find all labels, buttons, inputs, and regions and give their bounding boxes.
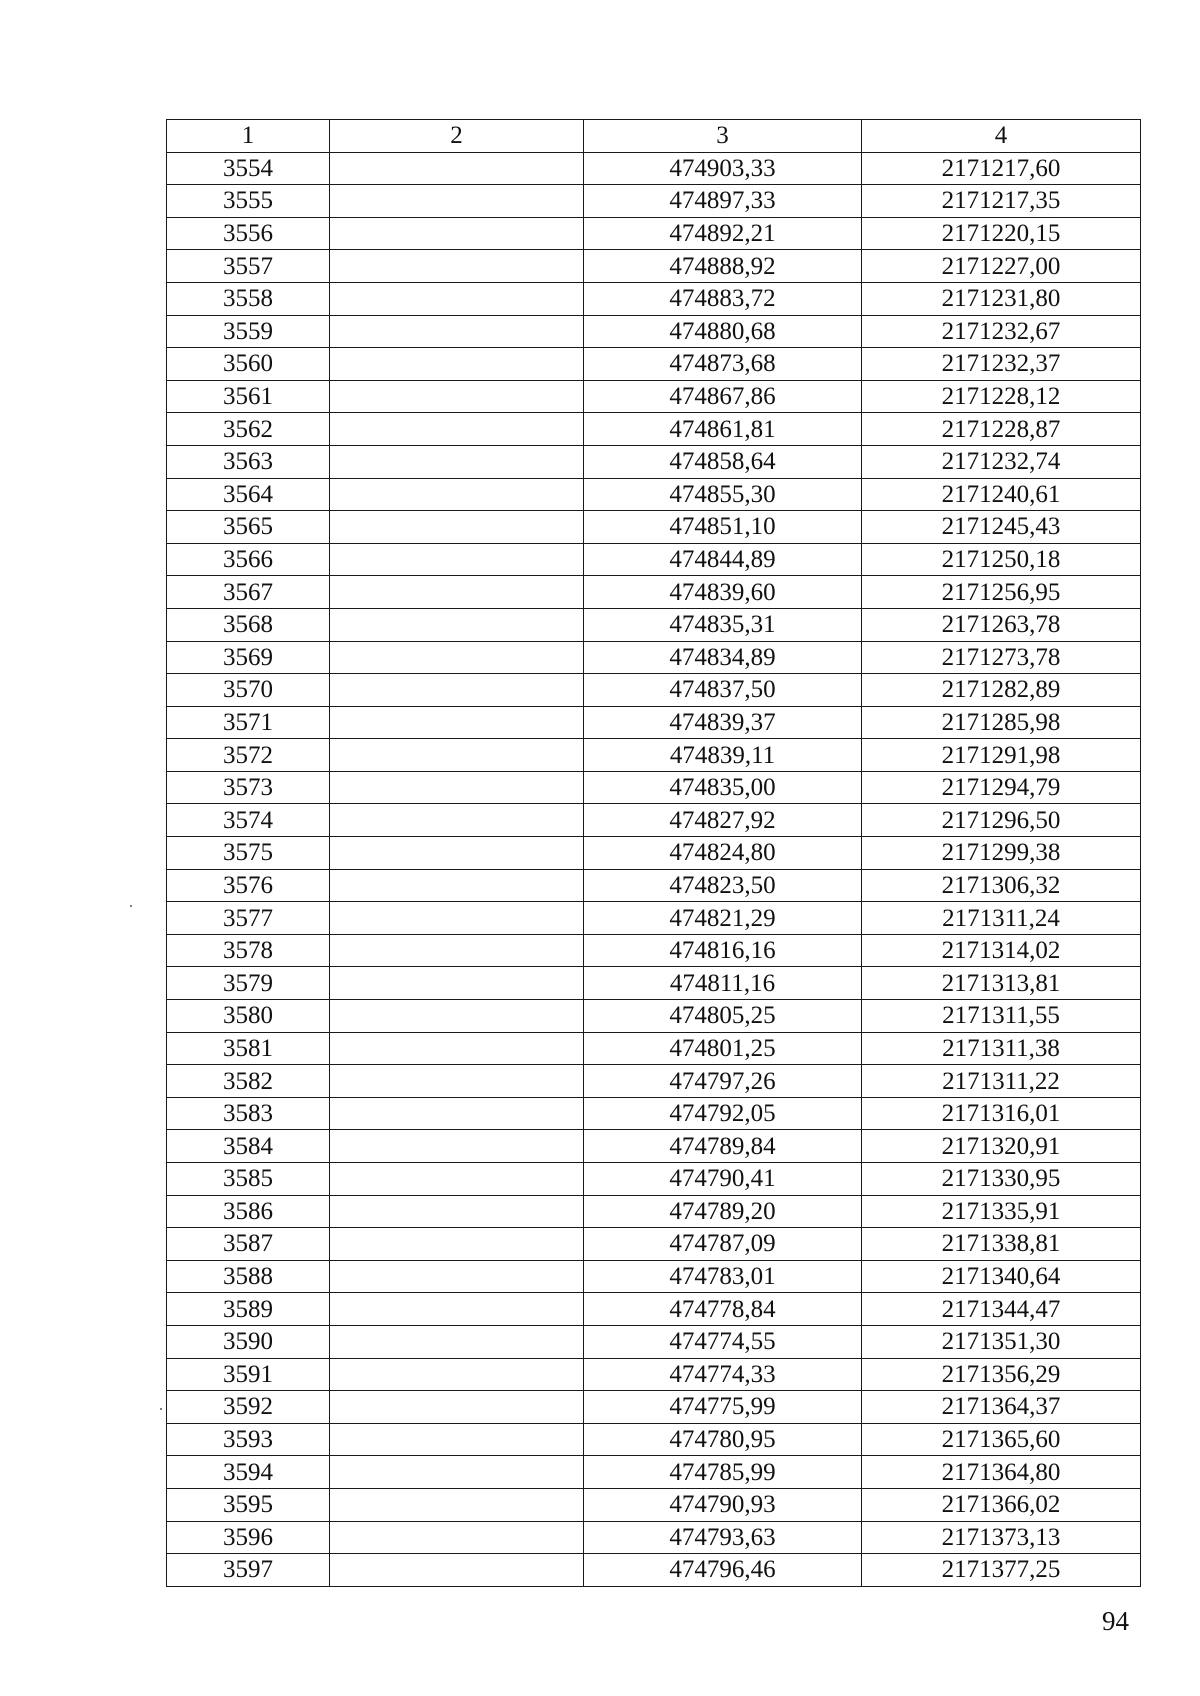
table-row (167, 315, 1141, 348)
description-cell (330, 804, 584, 837)
description-cell (330, 674, 584, 707)
table-row (167, 934, 1141, 967)
point-number-cell: 3586 (167, 1195, 330, 1228)
x-coordinate-cell: 474811,16 (584, 967, 862, 1000)
header-cell-3: 3 (584, 120, 862, 153)
x-coordinate-cell: 474858,64 (584, 445, 862, 478)
coordinates-table (166, 119, 1141, 1587)
x-coordinate-cell: 474789,84 (584, 1130, 862, 1163)
y-coordinate-cell: 2171273,78 (862, 641, 1141, 674)
y-coordinate-cell: 2171311,55 (862, 1000, 1141, 1033)
description-cell (330, 739, 584, 772)
x-coordinate-cell: 474867,86 (584, 380, 862, 413)
header-cell-1: 1 (167, 120, 330, 153)
point-number-cell: 3592 (167, 1391, 330, 1424)
table-row (167, 608, 1141, 641)
x-coordinate-cell: 474851,10 (584, 511, 862, 544)
x-coordinate-cell: 474888,92 (584, 250, 862, 283)
y-coordinate-cell: 2171256,95 (862, 576, 1141, 609)
description-cell (330, 1293, 584, 1326)
x-coordinate-cell: 474792,05 (584, 1097, 862, 1130)
table-row (167, 1325, 1141, 1358)
table-row (167, 967, 1141, 1000)
description-cell (330, 478, 584, 511)
x-coordinate-cell: 474785,99 (584, 1456, 862, 1489)
x-coordinate-cell: 474837,50 (584, 674, 862, 707)
point-number-cell: 3596 (167, 1521, 330, 1554)
point-number-cell: 3565 (167, 511, 330, 544)
x-coordinate-cell: 474897,33 (584, 185, 862, 218)
point-number-cell: 3587 (167, 1228, 330, 1261)
description-cell (330, 934, 584, 967)
point-number-cell: 3583 (167, 1097, 330, 1130)
y-coordinate-cell: 2171232,67 (862, 315, 1141, 348)
x-coordinate-cell: 474821,29 (584, 902, 862, 935)
point-number-cell: 3561 (167, 380, 330, 413)
x-coordinate-cell: 474903,33 (584, 152, 862, 185)
point-number-cell: 3576 (167, 869, 330, 902)
description-cell (330, 250, 584, 283)
description-cell (330, 1097, 584, 1130)
point-number-cell: 3597 (167, 1554, 330, 1587)
x-coordinate-cell: 474834,89 (584, 641, 862, 674)
table-row (167, 739, 1141, 772)
point-number-cell: 3556 (167, 217, 330, 250)
table-row (167, 837, 1141, 870)
x-coordinate-cell: 474861,81 (584, 413, 862, 446)
description-cell (330, 1358, 584, 1391)
x-coordinate-cell: 474883,72 (584, 282, 862, 315)
y-coordinate-cell: 2171240,61 (862, 478, 1141, 511)
point-number-cell: 3593 (167, 1423, 330, 1456)
x-coordinate-cell: 474873,68 (584, 348, 862, 381)
x-coordinate-cell: 474835,00 (584, 771, 862, 804)
point-number-cell: 3573 (167, 771, 330, 804)
y-coordinate-cell: 2171364,37 (862, 1391, 1141, 1424)
description-cell (330, 1000, 584, 1033)
table-row (167, 804, 1141, 837)
description-cell (330, 771, 584, 804)
table-row (167, 1097, 1141, 1130)
x-coordinate-cell: 474892,21 (584, 217, 862, 250)
description-cell (330, 315, 584, 348)
description-cell (330, 1228, 584, 1261)
table-header-row (167, 120, 1141, 153)
table-row (167, 641, 1141, 674)
x-coordinate-cell: 474775,99 (584, 1391, 862, 1424)
point-number-cell: 3581 (167, 1032, 330, 1065)
y-coordinate-cell: 2171320,91 (862, 1130, 1141, 1163)
table-row (167, 511, 1141, 544)
point-number-cell: 3559 (167, 315, 330, 348)
table-row (167, 185, 1141, 218)
x-coordinate-cell: 474796,46 (584, 1554, 862, 1587)
y-coordinate-cell: 2171311,38 (862, 1032, 1141, 1065)
description-cell (330, 869, 584, 902)
y-coordinate-cell: 2171291,98 (862, 739, 1141, 772)
description-cell (330, 837, 584, 870)
y-coordinate-cell: 2171245,43 (862, 511, 1141, 544)
table-row (167, 869, 1141, 902)
table-row (167, 706, 1141, 739)
description-cell (330, 967, 584, 1000)
y-coordinate-cell: 2171351,30 (862, 1325, 1141, 1358)
point-number-cell: 3584 (167, 1130, 330, 1163)
table-row (167, 771, 1141, 804)
y-coordinate-cell: 2171311,24 (862, 902, 1141, 935)
point-number-cell: 3582 (167, 1065, 330, 1098)
table-row (167, 576, 1141, 609)
x-coordinate-cell: 474823,50 (584, 869, 862, 902)
table-row (167, 902, 1141, 935)
point-number-cell: 3588 (167, 1260, 330, 1293)
x-coordinate-cell: 474797,26 (584, 1065, 862, 1098)
y-coordinate-cell: 2171296,50 (862, 804, 1141, 837)
table-row (167, 1163, 1141, 1196)
description-cell (330, 706, 584, 739)
y-coordinate-cell: 2171282,89 (862, 674, 1141, 707)
y-coordinate-cell: 2171335,91 (862, 1195, 1141, 1228)
description-cell (330, 1521, 584, 1554)
table-row (167, 250, 1141, 283)
table-row (167, 282, 1141, 315)
table-row (167, 1130, 1141, 1163)
description-cell (330, 608, 584, 641)
table-row (167, 1195, 1141, 1228)
y-coordinate-cell: 2171231,80 (862, 282, 1141, 315)
y-coordinate-cell: 2171364,80 (862, 1456, 1141, 1489)
y-coordinate-cell: 2171366,02 (862, 1488, 1141, 1521)
y-coordinate-cell: 2171285,98 (862, 706, 1141, 739)
point-number-cell: 3590 (167, 1325, 330, 1358)
x-coordinate-cell: 474855,30 (584, 478, 862, 511)
scan-speck (130, 905, 132, 907)
x-coordinate-cell: 474793,63 (584, 1521, 862, 1554)
description-cell (330, 1195, 584, 1228)
y-coordinate-cell: 2171299,38 (862, 837, 1141, 870)
description-cell (330, 185, 584, 218)
point-number-cell: 3564 (167, 478, 330, 511)
x-coordinate-cell: 474783,01 (584, 1260, 862, 1293)
point-number-cell: 3568 (167, 608, 330, 641)
point-number-cell: 3595 (167, 1488, 330, 1521)
y-coordinate-cell: 2171306,32 (862, 869, 1141, 902)
description-cell (330, 1163, 584, 1196)
description-cell (330, 217, 584, 250)
y-coordinate-cell: 2171373,13 (862, 1521, 1141, 1554)
y-coordinate-cell: 2171365,60 (862, 1423, 1141, 1456)
y-coordinate-cell: 2171340,64 (862, 1260, 1141, 1293)
y-coordinate-cell: 2171313,81 (862, 967, 1141, 1000)
y-coordinate-cell: 2171311,22 (862, 1065, 1141, 1098)
point-number-cell: 3572 (167, 739, 330, 772)
point-number-cell: 3580 (167, 1000, 330, 1033)
x-coordinate-cell: 474824,80 (584, 837, 862, 870)
table-row (167, 348, 1141, 381)
description-cell (330, 445, 584, 478)
y-coordinate-cell: 2171217,35 (862, 185, 1141, 218)
y-coordinate-cell: 2171232,37 (862, 348, 1141, 381)
table-row (167, 1260, 1141, 1293)
point-number-cell: 3560 (167, 348, 330, 381)
x-coordinate-cell: 474827,92 (584, 804, 862, 837)
description-cell (330, 152, 584, 185)
x-coordinate-cell: 474839,37 (584, 706, 862, 739)
y-coordinate-cell: 2171220,15 (862, 217, 1141, 250)
point-number-cell: 3571 (167, 706, 330, 739)
y-coordinate-cell: 2171316,01 (862, 1097, 1141, 1130)
point-number-cell: 3570 (167, 674, 330, 707)
table-row (167, 543, 1141, 576)
description-cell (330, 511, 584, 544)
description-cell (330, 576, 584, 609)
description-cell (330, 282, 584, 315)
description-cell (330, 380, 584, 413)
point-number-cell: 3566 (167, 543, 330, 576)
table-row (167, 1488, 1141, 1521)
table-row (167, 217, 1141, 250)
description-cell (330, 1423, 584, 1456)
y-coordinate-cell: 2171356,29 (862, 1358, 1141, 1391)
description-cell (330, 413, 584, 446)
x-coordinate-cell: 474801,25 (584, 1032, 862, 1065)
x-coordinate-cell: 474839,60 (584, 576, 862, 609)
header-cell-2: 2 (330, 120, 584, 153)
y-coordinate-cell: 2171377,25 (862, 1554, 1141, 1587)
description-cell (330, 1260, 584, 1293)
x-coordinate-cell: 474778,84 (584, 1293, 862, 1326)
y-coordinate-cell: 2171232,74 (862, 445, 1141, 478)
y-coordinate-cell: 2171338,81 (862, 1228, 1141, 1261)
scan-speck (160, 1408, 162, 1410)
x-coordinate-cell: 474835,31 (584, 608, 862, 641)
y-coordinate-cell: 2171227,00 (862, 250, 1141, 283)
point-number-cell: 3554 (167, 152, 330, 185)
description-cell (330, 348, 584, 381)
point-number-cell: 3555 (167, 185, 330, 218)
description-cell (330, 1391, 584, 1424)
x-coordinate-cell: 474780,95 (584, 1423, 862, 1456)
y-coordinate-cell: 2171217,60 (862, 152, 1141, 185)
page-number: 94 (1102, 1606, 1129, 1636)
table-row (167, 413, 1141, 446)
point-number-cell: 3579 (167, 967, 330, 1000)
table-row (167, 380, 1141, 413)
table-row (167, 152, 1141, 185)
description-cell (330, 1032, 584, 1065)
description-cell (330, 1130, 584, 1163)
point-number-cell: 3594 (167, 1456, 330, 1489)
y-coordinate-cell: 2171228,87 (862, 413, 1141, 446)
x-coordinate-cell: 474774,55 (584, 1325, 862, 1358)
point-number-cell: 3589 (167, 1293, 330, 1326)
table-row (167, 1391, 1141, 1424)
table-row (167, 1065, 1141, 1098)
table-row (167, 674, 1141, 707)
point-number-cell: 3562 (167, 413, 330, 446)
point-number-cell: 3574 (167, 804, 330, 837)
table-row (167, 1554, 1141, 1587)
x-coordinate-cell: 474839,11 (584, 739, 862, 772)
table-row (167, 1423, 1141, 1456)
x-coordinate-cell: 474790,41 (584, 1163, 862, 1196)
point-number-cell: 3563 (167, 445, 330, 478)
y-coordinate-cell: 2171263,78 (862, 608, 1141, 641)
y-coordinate-cell: 2171294,79 (862, 771, 1141, 804)
y-coordinate-cell: 2171228,12 (862, 380, 1141, 413)
point-number-cell: 3575 (167, 837, 330, 870)
x-coordinate-cell: 474774,33 (584, 1358, 862, 1391)
description-cell (330, 1488, 584, 1521)
description-cell (330, 902, 584, 935)
point-number-cell: 3569 (167, 641, 330, 674)
table-row (167, 445, 1141, 478)
x-coordinate-cell: 474789,20 (584, 1195, 862, 1228)
table-row (167, 1358, 1141, 1391)
table-row (167, 1456, 1141, 1489)
point-number-cell: 3577 (167, 902, 330, 935)
x-coordinate-cell: 474787,09 (584, 1228, 862, 1261)
table-row (167, 1228, 1141, 1261)
x-coordinate-cell: 474844,89 (584, 543, 862, 576)
point-number-cell: 3558 (167, 282, 330, 315)
x-coordinate-cell: 474880,68 (584, 315, 862, 348)
description-cell (330, 1554, 584, 1587)
header-cell-4: 4 (862, 120, 1141, 153)
table-row (167, 1293, 1141, 1326)
table-row (167, 1000, 1141, 1033)
y-coordinate-cell: 2171314,02 (862, 934, 1141, 967)
table-row (167, 478, 1141, 511)
point-number-cell: 3585 (167, 1163, 330, 1196)
point-number-cell: 3567 (167, 576, 330, 609)
description-cell (330, 641, 584, 674)
x-coordinate-cell: 474816,16 (584, 934, 862, 967)
description-cell (330, 1456, 584, 1489)
table-row (167, 1521, 1141, 1554)
x-coordinate-cell: 474805,25 (584, 1000, 862, 1033)
point-number-cell: 3557 (167, 250, 330, 283)
table-header (167, 120, 1141, 153)
table-body (167, 152, 1141, 1586)
x-coordinate-cell: 474790,93 (584, 1488, 862, 1521)
y-coordinate-cell: 2171250,18 (862, 543, 1141, 576)
y-coordinate-cell: 2171330,95 (862, 1163, 1141, 1196)
description-cell (330, 1065, 584, 1098)
y-coordinate-cell: 2171344,47 (862, 1293, 1141, 1326)
description-cell (330, 543, 584, 576)
point-number-cell: 3591 (167, 1358, 330, 1391)
point-number-cell: 3578 (167, 934, 330, 967)
table-row (167, 1032, 1141, 1065)
description-cell (330, 1325, 584, 1358)
